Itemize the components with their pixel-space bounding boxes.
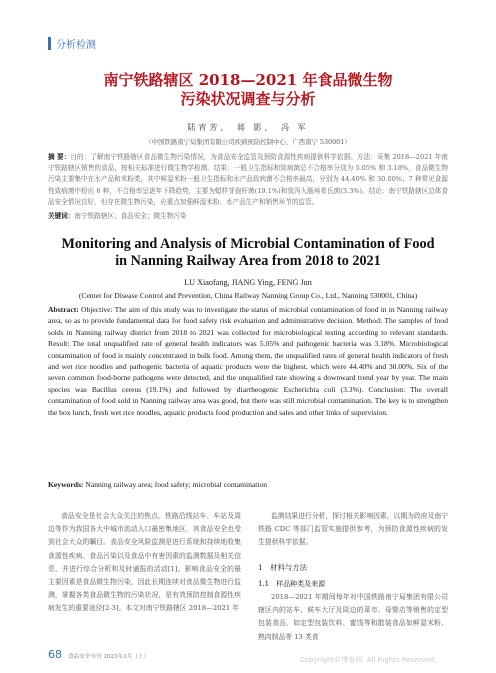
abstract-en-text: Objective: The aim of this study was to investigate the status of microbial contamination of food in in Nanning railway area, so as to provide fundamental data for food safety risk evaluation and administrative decision. Method: The samples of food solds in Nanning railway district from 2018 to 2021 was collected for microbiological testing according to relevant standards. Result: The total unqualified rate of general health indicators was 5.05% and pathogenic bacteria was 3.18%. Microbiological contamination of food is mainly concentrated in bulk food. Among them, the unqualified rates of general health indicators of fresh and wet rice noodles and pathogenic bacteria of aquatic products were the highest, which were 44.40% and 30.00%. Six of the seven common food-borne pathogens were detected, and the unqualified rate showing a downward trend year by year. The main species was Bacillus cereus (19.1%) and followed by diarrheogenic Escherichia coli (3.3%). Conclusion: The overall contamination of food sold in Nanning railway area was good, but there was still microbial contamination. The key is to strengthen the box lunch, fresh wet rice noodles, aquatic products food production and sales and other links of supervision.	[48, 305, 448, 417]
heading-sample-sources: 1.1 样品种类及来源	[258, 579, 326, 588]
abstract-cn-label: 摘 要：	[48, 153, 71, 161]
abstract-cn-text: 目的：了解南宁铁路辖区食品微生物污染情况，为食品安全监管及预防食源性疾病提供科学依据。方法：采集 2018—2021 年南宁铁路辖区销售的食品，按相关标准进行微生物学检测。结果：一般卫生指标和致病菌总不合格率分别为 5.05% 和 3.18%，食品微生物污染主要集中在水产品和米粉类，其中鲜湿米粉一般卫生指标和水产品致病菌不合格率最高，分别为 44.40% 和 30.00%；7 种常见食源性致病菌中检出 6 种，不合格率呈逐年下降趋势，主要为蜡样芽孢杆菌(19.1%)和致泻大肠埃希氏菌(3.3%)。结论：南宁铁路辖区总体食品安全情况良好，但存在微生物污染，应重点加强鲜湿米粉、水产品生产和销售环节的监管。	[48, 153, 448, 206]
section-tag-bar	[48, 37, 51, 50]
authors-cn: 陆宵芳， 蒋 影， 冯 军	[187, 123, 309, 132]
page-footer	[48, 648, 149, 661]
section-label: 分析检测	[56, 39, 96, 51]
affiliation-cn: （中国铁路南宁局集团有限公司疾病预防控制中心，广西南宁 530001）	[145, 138, 351, 146]
page-number: 68	[48, 648, 62, 661]
abstract-en	[48, 304, 448, 418]
journal-info: 食品安全导刊 2023年3月（上）	[68, 654, 150, 660]
title-en-line2: in Nanning Railway Area from 2018 to 2021	[115, 253, 381, 269]
affiliation-en: (Center for Disease Control and Prevention, China Railway Nanning Group Co., Ltd., Nanning 530001, China)	[78, 291, 418, 300]
keywords-cn	[48, 210, 448, 220]
keywords-en-text: Nanning railway area; food safety; microbial contamination	[85, 480, 268, 489]
keywords-cn-label: 关键词：	[48, 212, 75, 220]
watermark: Copyright©博看网. All Rights Reserved.	[300, 656, 437, 664]
body-right-paragraph-2: 2018—2021 年期间每年对中国铁路南宁局集团有限公司辖区内的站车、候车大厅及周边的菜市、母婴店等销售的定型包装食品，如定型包装饮料、蜜饯等和散装食品如鲜湿米粉、熟肉制品等 13 类食	[258, 593, 448, 641]
title-cn-line2: 污染状况调查与分析	[180, 90, 316, 108]
section-tag	[48, 36, 96, 50]
title-en-line1: Monitoring and Analysis of Microbial Contamination of Food	[61, 236, 435, 252]
title-cn-line1: 南宁铁路辖区 2018—2021 年食品微生物	[103, 71, 393, 89]
authors-en: LU Xiaofang, JIANG Ying, FENG Jun	[184, 278, 312, 287]
abstract-en-label: Abstract:	[48, 305, 79, 314]
keywords-en-label: Keywords:	[48, 480, 84, 489]
body-right-column	[258, 510, 448, 644]
heading-materials-methods: 1 材料与方法	[258, 562, 308, 572]
body-left-column: 食品安全是社会大众关注的焦点。铁路沿线站车、车站及周边等作为我国各大中城市流动人口最密集地区，其食品安全也受到社会大众的瞩目。食品安全风险监测是进行系统和持续地收集食源性疾病、食品污染以及食品中有害因素的监测数据及相关信息，并进行综合分析和及时通报的活动[1]。影响食品安全的最主要因素是食品微生物污染，因此长期连续对食品微生物进行监测，掌握各类食品微生物的污染状况，是有效预防控制食源性疾病发生的重要途径[2-3]。本文对南宁铁路辖区 2018—2021 年	[48, 512, 241, 613]
body-right-paragraph-1: 监测结果进行分析，探讨相关影响因素，以期为政府及南宁铁路 CDC 等部门监管实施提供参考，为预防食源性疾病的发生提供科学依据。	[258, 512, 448, 547]
abstract-cn	[48, 152, 448, 208]
keywords-cn-text: 南宁铁路辖区；食品安全；微生物污染	[74, 212, 187, 220]
keywords-en	[48, 480, 448, 489]
